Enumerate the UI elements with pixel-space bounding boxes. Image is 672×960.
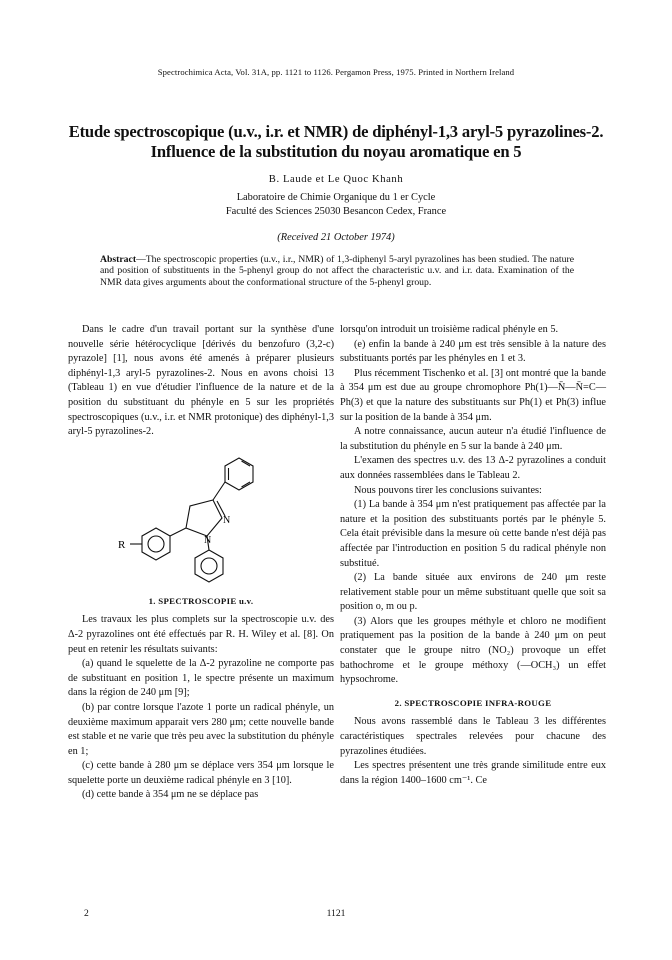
abstract [100, 254, 574, 288]
item-a: (a) quand le squelette de la Δ-2 pyrazoline ne comporte pas de substituant en position 1, le spectre présente un maximum dans la région de 240 μm [9]; [68, 658, 334, 699]
received-date: (Received 21 October 1974) [277, 232, 395, 243]
item-d: (d) cette bande à 354 μm ne se déplace pas [82, 789, 259, 801]
spectra-paragraph: L'examen des spectres u.v. des 13 Δ-2 pyrazolines a conduit aux données rassemblées dans le Tableau 2. [340, 455, 606, 481]
pyrazoline-structure [68, 444, 334, 586]
section-2-paragraph-2: Les spectres présentent une très grande similitude entre eux dans la région 1400–1600 cm⁻¹. Ce [340, 760, 606, 786]
page-number: 1121 [326, 908, 346, 919]
nitrogen-1-label: N [204, 534, 212, 546]
affiliation-line-1: Laboratoire de Chimie Organique du 1 er Cycle [236, 192, 436, 203]
item-c: (c) cette bande à 280 μm se déplace vers 354 μm lorsque le squelette porte un deuxième radical phényle en 3 [10]. [68, 760, 334, 786]
left-column [68, 323, 334, 803]
nitrogen-2-label: N [223, 514, 231, 526]
phenyl-3-ring [225, 458, 253, 490]
item-e: (e) enfin la bande à 240 μm est très sensible à la nature des substituants portés par les phényles en 1 et 3. [340, 338, 606, 365]
intro-paragraph: Dans le cadre d'un travail portant sur la synthèse d'une nouvelle série hétérocyclique [dérivés du benzofuro (3,2-c) pyrazole] [1], nous avons été amenés à préparer plusieurs diphényl-1,3 aryl-5 pyrazolines-2. Nous en avons choisi 13 (Tableau 1) en vue d'étudier l'influence de la nature et de la position du substituant du phényle en 5 sur les propriétés spectroscopiques (u.v., i.r. et NMR protonique) des diphényl-1,3 aryl-5 pyrazolines-2. [68, 324, 334, 438]
affiliation-line-2: Faculté des Sciences 25030 Besancon Cedex, France [225, 206, 447, 217]
section-2-paragraph-1: Nous avons rassemblé dans le Tableau 3 les différentes caractéristiques spectrales relevées pour chacune des pyrazolines étudiées. [340, 716, 606, 757]
knowledge-paragraph: A notre connaissance, aucun auteur n'a étudié l'influence de la substitution du phényle en 5 sur la bande à 240 μm. [340, 426, 606, 452]
section-1-intro: Les travaux les plus complets sur la spectroscopie u.v. des Δ-2 pyrazolines ont été effectués par R. H. Wiley et al. [8]. On peut en retenir les résultats suivants: [68, 614, 334, 655]
right-column [340, 323, 606, 788]
structure-figure [68, 444, 334, 586]
section-2-heading: 2. SPECTROSCOPIE INFRA-ROUGE [394, 697, 552, 708]
journal-header: Spectrochimica Acta, Vol. 31A, pp. 1121 to 1126. Pergamon Press, 1975. Printed in Northern Ireland [157, 67, 515, 77]
conclusion-3: (3) Alors que les groupes méthyle et chloro ne modifient pratiquement pas la position de la bande à 240 μm on peut constater que le groupe nitro (NO₂) provoque un effet bathochrome et le groupe méthoxy (—OCH₃) un effet hypsochrome. [340, 615, 606, 686]
conclusion-2: (2) La bande située aux environs de 240 μm reste relativement stable pour un même substituant quelle que soit sa position o, m ou p. [340, 572, 606, 613]
article-title: Etude spectroscopique (u.v., i.r. et NMR) de diphényl-1,3 aryl-5 pyrazolines-2. Influence de la substitution du noyau aromatique en 5 [68, 122, 604, 161]
substituent-label: R [118, 538, 126, 551]
phenyl-1-ring [195, 550, 223, 582]
authors: B. Laude et Le Quoc Khanh [268, 174, 404, 185]
abstract-label: Abstract [100, 254, 137, 265]
conclusions-intro: Nous pouvons tirer les conclusions suivantes: [354, 484, 542, 496]
pyrazoline-ring [186, 500, 222, 536]
conclusion-1: (1) La bande à 354 μm n'est pratiquement pas affectée par la nature et la position des substituants portés par le phényle 5. Cela était prévisible dans la mesure où cette bande n'est déjà pas affectée par l'introduction en position 5 du radical phényle non substitué. [340, 499, 606, 569]
tischenko-paragraph: Plus récemment Tischenko et al. [3] ont montré que la bande à 354 μm est due au groupe chromophore Ph(1)—N̄—N̄=C—Ph(3) et que la nature des substituants sur Ph(1) et Ph(3) influe sur la position de la bande à 354 μm. [340, 367, 606, 423]
item-b: (b) par contre lorsque l'azote 1 porte un radical phényle, un deuxième maximum apparait vers 280 μm; cette nouvelle bande est stable et ne varie que très peu avec la substitution du phényle en 1; [68, 701, 334, 757]
section-1-heading: 1. SPECTROSCOPIE u.v. [148, 595, 254, 606]
abstract-text: —The spectroscopic properties (u.v., i.r., NMR) of 1,3-diphenyl 5-aryl pyrazolines has been studied. The nature and position of substituents in the 5-phenyl group do not affect the characteristic u.v. and i.r. data. Examination of the NMR data gives arguments about the conformational structure of the 5-phenyl group. [100, 254, 574, 288]
aryl-5-ring [142, 528, 170, 560]
item-d-continued: lorsqu'on introduit un troisième radical phényle en 5. [340, 324, 559, 335]
footer-left-number: 2 [84, 908, 89, 919]
